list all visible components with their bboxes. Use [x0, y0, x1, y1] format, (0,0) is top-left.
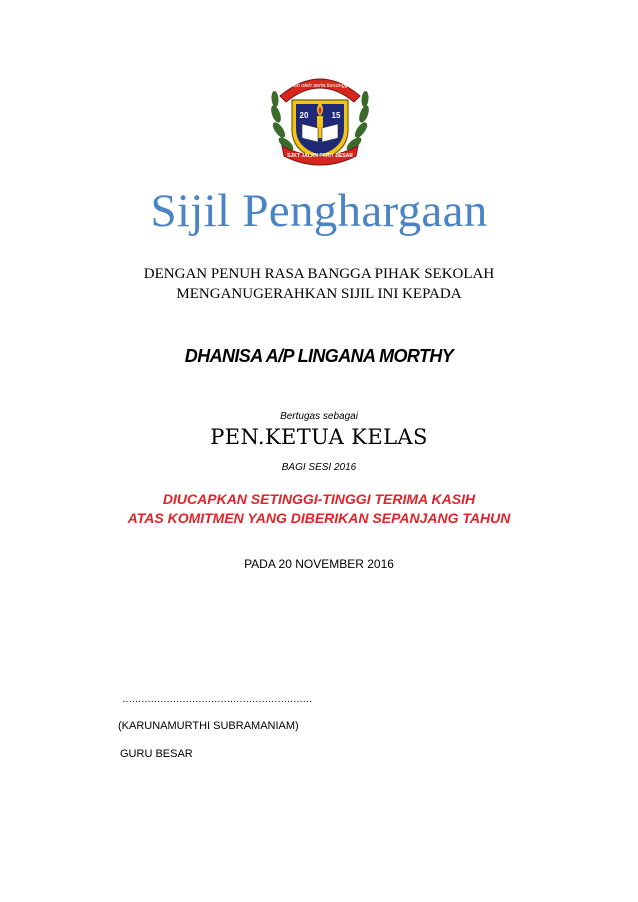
session-text: BAGI SESI 2016 [281, 462, 357, 473]
award-date: PADA 20 NOVEMBER 2016 [244, 557, 394, 571]
thanks-line-2: ATAS KOMITMEN YANG DIBERIKAN SEPANJANG TAHUN [127, 510, 511, 526]
role-label: Bertugas sebagai [280, 411, 358, 422]
thanks-line-1: DIUCAPKAN SETINGGI-TINGGI TERIMA KASIH [162, 491, 476, 507]
certificate-intro [0, 264, 638, 304]
recipient-name: DHANISA A/P LINGANA MORTHY [184, 346, 454, 366]
crest-banner-text: gerakan oleh serta kesungguhan [279, 83, 361, 89]
role-title: PEN.KETUA KELAS [210, 425, 428, 449]
intro-line-1: DENGAN PENUH RASA BANGGA PIHAK SEKOLAH [143, 266, 495, 282]
crest-year-left: 20 [299, 111, 309, 120]
crest-year-right: 15 [331, 111, 341, 120]
certificate-title: Sijil Penghargaan [150, 185, 488, 237]
intro-line-2: MENGANUGERAHKAN SIJIL INI KEPADA [176, 286, 462, 302]
crest-ribbon-text: SJKT JALAN PARIT BESAR [287, 153, 353, 159]
signatory-name: (KARUNAMURTHI SUBRAMANIAM) [118, 720, 299, 732]
signatory-title: GURU BESAR [120, 748, 193, 760]
school-crest-logo [266, 68, 374, 168]
thanks-message [0, 490, 638, 528]
signature-line: …………………………………………………… [122, 694, 312, 705]
